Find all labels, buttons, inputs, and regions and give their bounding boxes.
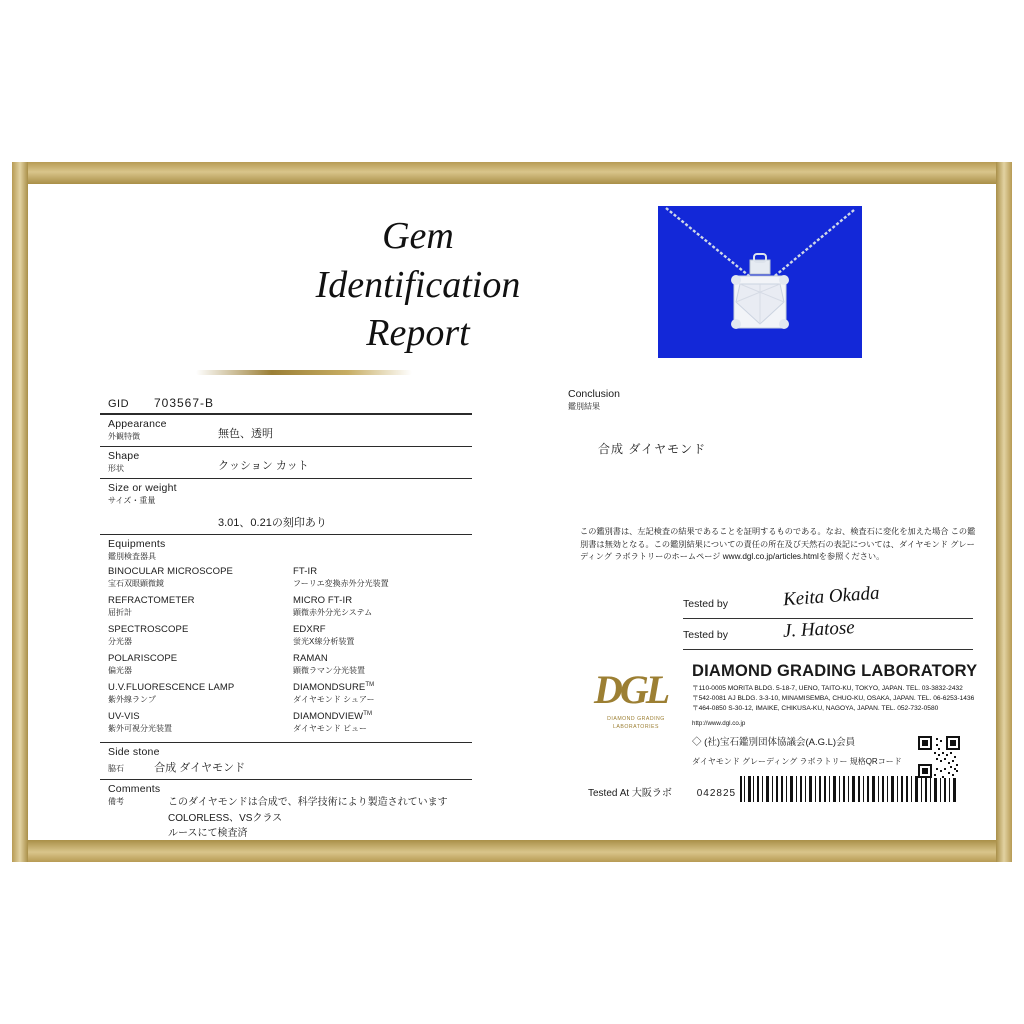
size-value: 3.01、0.21の刻印あり <box>218 517 327 529</box>
equipment-name-jp: 屈折計 <box>108 608 132 617</box>
equipment-name-jp: 顕微ラマン分光装置 <box>293 666 365 675</box>
appearance-label-en: Appearance <box>108 418 167 430</box>
equipment-name-en: MICRO FT-IR <box>293 595 353 606</box>
comments-label-en: Comments <box>108 783 161 796</box>
lab-address <box>692 684 974 714</box>
equipment-name-en: RAMAN <box>293 653 328 664</box>
equipment-name-en: SPECTROSCOPE <box>108 624 189 635</box>
equipment-item <box>108 595 287 618</box>
equipments-grid <box>108 566 472 740</box>
side-stone-value: 合成 ダイヤモンド <box>154 762 246 775</box>
equipment-item <box>108 566 287 589</box>
title-line-2: Identification <box>315 263 521 306</box>
equipment-name-en: REFRACTOMETER <box>108 595 195 606</box>
equipment-name-en: DIAMONDVIEW <box>293 711 364 723</box>
qr-code <box>918 736 960 778</box>
lab-address-line: 〒542-0081 AJ BLDG. 3-3-10, MINAMISEMBA, CHUO-KU, OSAKA, JAPAN. TEL. 06-6253-1436 <box>692 694 975 702</box>
equipment-item <box>108 653 287 676</box>
tested-by-section <box>683 582 973 650</box>
equipment-item <box>293 653 472 676</box>
equipment-item <box>293 682 472 705</box>
conclusion-value: 合成 ダイヤモンド <box>598 442 707 456</box>
equipment-item <box>108 682 287 705</box>
equipment-name-jp: フーリエ変換赤外分光装置 <box>293 579 389 588</box>
conclusion-label <box>568 388 620 412</box>
lab-url[interactable]: http://www.dgl.co.jp <box>692 720 746 727</box>
pendant-illustration <box>658 206 862 358</box>
shape-row <box>100 446 472 478</box>
comments-text <box>138 795 472 842</box>
equipment-item <box>293 566 472 589</box>
tested-by-label: Tested by <box>683 598 728 610</box>
dgl-logo <box>588 662 680 750</box>
gid-value: 703567-B <box>153 396 215 410</box>
certificate-card <box>12 162 1012 862</box>
shape-value: クッション カット <box>218 460 309 472</box>
title-line-1: Gem <box>382 215 454 257</box>
lab-qr-note: ダイヤモンド グレーディング ラボラトリー 規格QRコード <box>692 757 902 766</box>
border-right <box>996 162 1012 862</box>
border-bottom <box>12 840 1012 862</box>
signature: Keita Okada <box>782 582 881 611</box>
equipment-item <box>293 711 472 734</box>
title-divider <box>196 370 412 375</box>
diamond-pendant-photo <box>658 206 862 358</box>
equipment-name-en: BINOCULAR MICROSCOPE <box>108 566 233 577</box>
lab-address-line: 〒110-0005 MORITA BLDG. 5-18-7, UENO, TAITO-KU, TOKYO, JAPAN. TEL. 03-3832-2432 <box>692 685 963 692</box>
side-stone-label-jp: 脇石 合成 ダイヤモンド <box>108 762 246 775</box>
equipment-name-en: POLARISCOPE <box>108 653 178 664</box>
equipment-name-en: DIAMONDSURE <box>293 682 366 694</box>
title-line-3: Report <box>366 312 470 355</box>
gid-label: GID <box>108 398 130 410</box>
equipment-name-en: FT-IR <box>293 566 318 577</box>
lab-address-line: 〒464-0850 S-30-12, IMAIKE, CHIKUSA-KU, NAGOYA, JAPAN. TEL. 052-732-0580 <box>692 704 939 712</box>
equipment-item <box>293 595 472 618</box>
tested-at-row <box>588 784 736 799</box>
shape-label-en: Shape <box>108 450 140 462</box>
report-details-table <box>100 396 472 842</box>
side-stone-label-en: Side stone <box>108 746 160 759</box>
equipment-name-jp: ダイヤモンド シュアー <box>293 695 375 705</box>
size-label-jp: サイズ・重量 <box>108 496 156 505</box>
page-title <box>208 212 628 358</box>
certificate-body <box>28 184 996 840</box>
appearance-row <box>100 414 472 446</box>
tested-by-label: Tested by <box>683 629 728 641</box>
legal-notice: この鑑別書は、左記検査の結果であることを証明するものである。なお、検査石に変化を加えた場合 この鑑別書は無効となる。この鑑別結果についての責任の所在及び天然石の表記については、ダイヤモンド グレーディング ラボラトリーのホームページ www.dgl.co.jp/articles.htmlを参照ください。 <box>580 527 976 562</box>
equipments-section <box>100 534 472 742</box>
equipment-item <box>108 624 287 647</box>
equipments-label-en: Equipments <box>108 538 166 550</box>
conclusion-label-jp: 鑑別結果 <box>568 402 600 411</box>
equipment-item <box>293 624 472 647</box>
diamond-icon: ◇ <box>692 737 702 748</box>
tested-by-row <box>683 619 973 650</box>
size-weight-row <box>100 478 472 534</box>
equipment-name-en: UV-VIS <box>108 711 140 723</box>
lab-name: DIAMOND GRADING LABORATORY <box>692 662 978 680</box>
tested-at-number: 042825 <box>696 788 737 799</box>
barcode <box>740 776 956 802</box>
equipment-name-jp: 紫外可視分光装置 <box>108 724 172 734</box>
trademark-mark: TM <box>365 682 375 688</box>
equipment-item <box>108 711 287 734</box>
equipments-label-jp: 鑑別検査器具 <box>108 552 156 561</box>
equipment-name-jp: ダイヤモンド ビュー <box>293 724 368 734</box>
equipment-name-jp: 分光器 <box>108 637 132 646</box>
conclusion-label-en: Conclusion <box>568 388 620 400</box>
comments-label-jp: 備考 <box>108 797 124 807</box>
tested-at-label: Tested At <box>588 788 630 799</box>
equipment-name-jp: 紫外線ランプ <box>108 695 156 704</box>
gid-row <box>100 396 472 414</box>
size-label-en: Size or weight <box>108 482 177 494</box>
appearance-label-jp: 外観特徴 <box>108 432 140 441</box>
equipment-name-en: U.V.FLUORESCENCE LAMP <box>108 682 235 693</box>
comments-section <box>100 779 472 842</box>
appearance-value: 無色、透明 <box>218 428 273 440</box>
dgl-logo-letters: DGL <box>594 667 668 712</box>
comment-line: COLORLESS、VSクラス <box>168 812 283 824</box>
comment-line: このダイヤモンドは合成で、科学技術により製造されています <box>168 797 448 809</box>
tested-at-location: 大阪ラボ <box>631 788 672 799</box>
dgl-logo-subtext: DIAMOND GRADING LABORATORIES <box>607 716 665 730</box>
border-left <box>12 162 28 862</box>
side-stone-row <box>100 742 472 779</box>
shape-label-jp: 形状 <box>108 464 124 473</box>
equipment-name-jp: 偏光器 <box>108 666 132 675</box>
equipment-name-jp: 宝石双眼顕微鏡 <box>108 579 164 588</box>
lab-membership: ◇ (社)宝石鑑別団体協議会(A.G.L)会員 <box>692 737 856 748</box>
signature: J. Hatose <box>782 617 856 642</box>
trademark-mark: TM <box>363 711 373 718</box>
equipment-name-jp: 顕微赤外分光システム <box>293 608 373 617</box>
equipment-name-jp: 蛍光X線分析装置 <box>293 637 355 646</box>
border-top <box>12 162 1012 184</box>
comment-line: ルースにて検査済 <box>168 828 248 840</box>
tested-by-row <box>683 582 973 619</box>
equipment-name-en: EDXRF <box>293 624 326 635</box>
